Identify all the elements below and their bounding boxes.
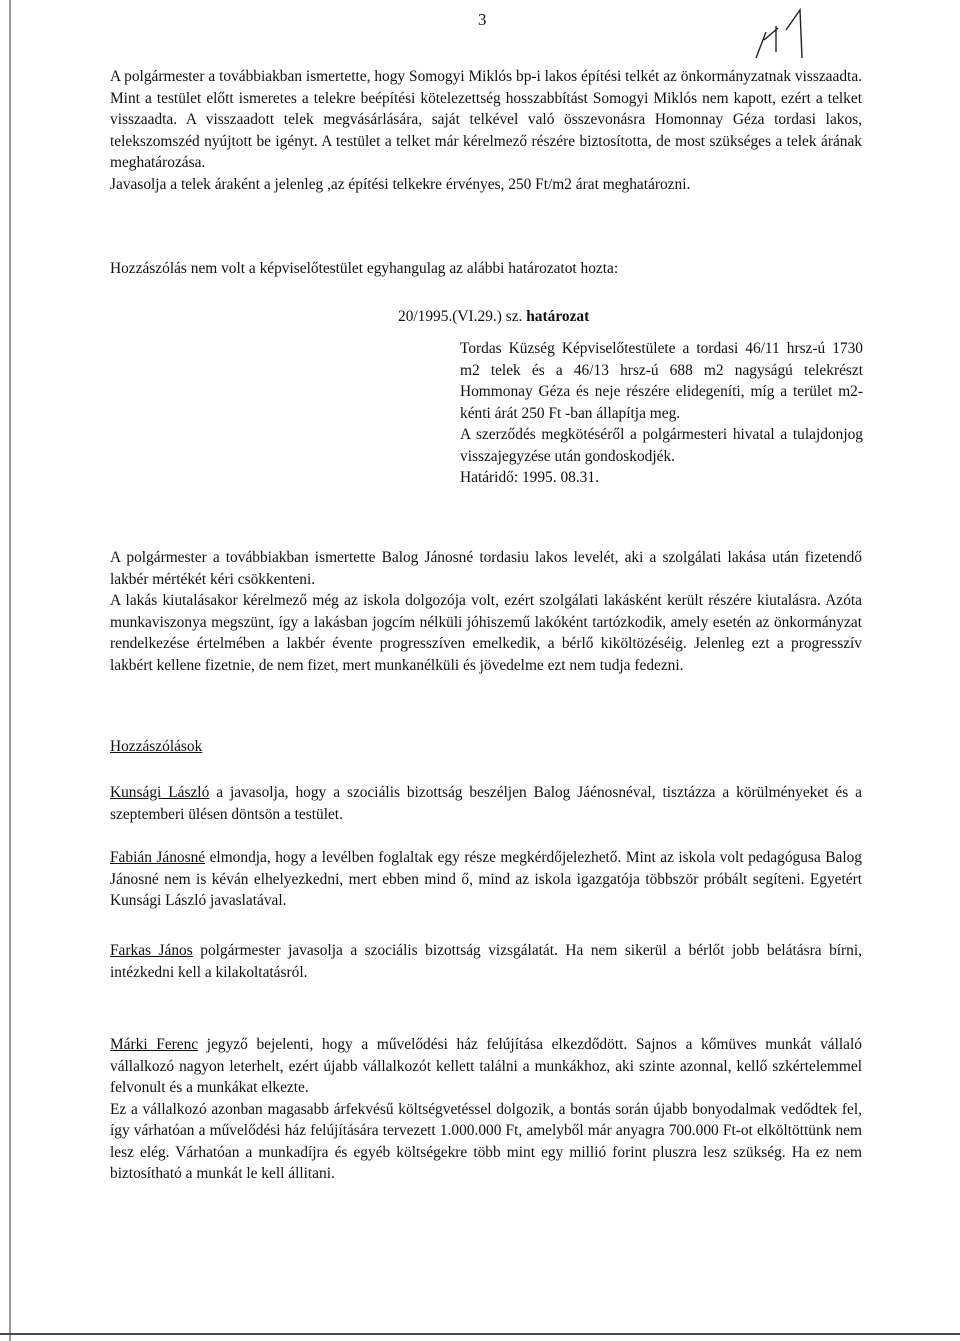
speaker-name: Farkas János (110, 942, 193, 959)
comments-heading: Hozzászólások (110, 738, 203, 755)
speaker-text: elmondja, hogy a levélben foglaltak egy része megkérdőjelezhető. Mint az iskola volt pedagógusa Balog Jánosné nem is kéván elhelyezkedni, mert ebben mind ő, mind az iskola igazgatója többször próbált segíteni. Egyetért Kunsági László javaslatával. (110, 849, 862, 909)
paragraph-rent-text: A polgármester a továbbiakban ismertette Balog Jánosné tordasiu lakos levelét, aki a szolgálati lakása után fizetendő lakbér mértékét kéri csökkenteni. (110, 549, 862, 588)
speaker-fabian (110, 847, 862, 912)
resolution-text: Tordas Küzség Képviselőtestülete a tordasi 46/11 hrsz-ú 1730 m2 telek és a 46/13 hrsz-ú 688 m2 nagyságú telekrészt Hommonay Géza és neje részére elidegeníti, míg a terület m2-kénti árát 250 Ft -ban állapítja meg. (460, 340, 863, 422)
speaker-name: Márki Ferenc (110, 1036, 199, 1053)
handwritten-page-mark (752, 2, 832, 62)
paragraph-vote (110, 258, 862, 280)
resolution-deadline: Határidő: 1995. 08.31. (460, 469, 599, 486)
resolution-number-suffix: határozat (526, 308, 590, 325)
resolution-text-2: A szerződés megkötéséről a polgármesteri hivatal a tulajdonjog visszajegyzése után gondoskodjék. (460, 426, 863, 465)
speaker-text: polgármester javasolja a szociális bizottság vizsgálatát. Ha nem sikerül a bérlőt jobb belátásra bírni, intézkedni kell a kilakoltatásról. (110, 942, 862, 981)
paragraph-rent (110, 547, 862, 676)
resolution-number-text: 20/1995.(VI.29.) sz. (398, 308, 523, 325)
speaker-farkas (110, 940, 862, 983)
paragraph-land-sale (110, 66, 862, 195)
resolution-body (460, 338, 863, 489)
speaker-marki (110, 1034, 862, 1185)
speaker-kunsagi (110, 782, 862, 825)
speaker-text-2: Ez a vállalkozó azonban magasabb árfekvésű költségvetéssel dolgozik, a bontás során újabb bonyodalmak vedődtek fel, így várhatóan a művelődési ház felújítására tervezett 1.000.000 Ft, amelyből már anyagra 700.000 Ft-ot elköltöttünk nem lesz elég. Várhatóan a munkadíjra és egyéb költségekre több mint egy millió forint pluszra lesz szükség. Ha ez nem biztosítható a munkát le kell állitani. (110, 1100, 862, 1182)
paragraph-land-sale-proposal: Javasolja a telek áraként a jelenleg ,az építési telkekre érvényes, 250 Ft/m2 árat meghatározni. (110, 175, 691, 193)
paragraph-land-sale-text: A polgármester a továbbiakban ismertette, hogy Somogyi Miklós bp-i lakos építési telkét az önkormányzatnak visszaadta. Mint a testület előtt ismeretes a telekre beépítési kötelezettség hosszabbítást Somogyi Miklós nem kapott, ezért a telket visszaadta. A visszaadott telek megvásárlására, saját telkével való összevonásra Homonnay Géza tordasi lakos, telekszomszéd nyújtott be igényt. A testület a telket már kérelmező részére biztosította, de most szükséges a telek árának meghatározása. (110, 68, 862, 171)
speaker-text: jegyző bejelenti, hogy a művelődési ház felújítása elkezdődött. Sajnos a kőmüves munkát vállaló vállalkozó nagyon leterhelt, ezért újabb vállalkozót kellett találni a munkákhoz, aki szinte azonnal, kellő szkértelemmel felvonult és a munkákat elkezte. (110, 1036, 862, 1096)
speaker-text: a javasolja, hogy a szociális bizottság beszéljen Balog Jáénosnéval, tisztázza a körülményeket és a szeptemberi ülésen döntsön a testület. (110, 784, 862, 823)
speaker-name: Fabián Jánosné (110, 849, 206, 866)
paragraph-vote-text: Hozzászólás nem volt a képviselőtestület egyhangulag az alábbi határozatot hozta: (110, 260, 619, 277)
resolution-number (398, 308, 589, 326)
scan-edge-bottom (0, 1333, 960, 1335)
paragraph-rent-text-2: A lakás kiutalásakor kérelmező még az iskola dolgozója volt, ezért szolgálati lakásként került részére kiutalásra. Azóta munkaviszonya megszünt, így a lakásban jogcím nélküli jóhiszemű lakóként tartózkodik, amely esetén az önkormányzat rendelkezése értelmében a lakbér évente progresszíven emelkedik, a bérlő kiköltözéséig. Jelenleg ezt a progresszív lakbért kellene fizetnie, de nem fizet, mert munkanélküli és jövedelme ezt nem tudja fedezni. (110, 592, 862, 674)
scan-edge-left (9, 0, 11, 1341)
page-number: 3 (478, 10, 487, 29)
speaker-name: Kunsági László (110, 784, 210, 801)
